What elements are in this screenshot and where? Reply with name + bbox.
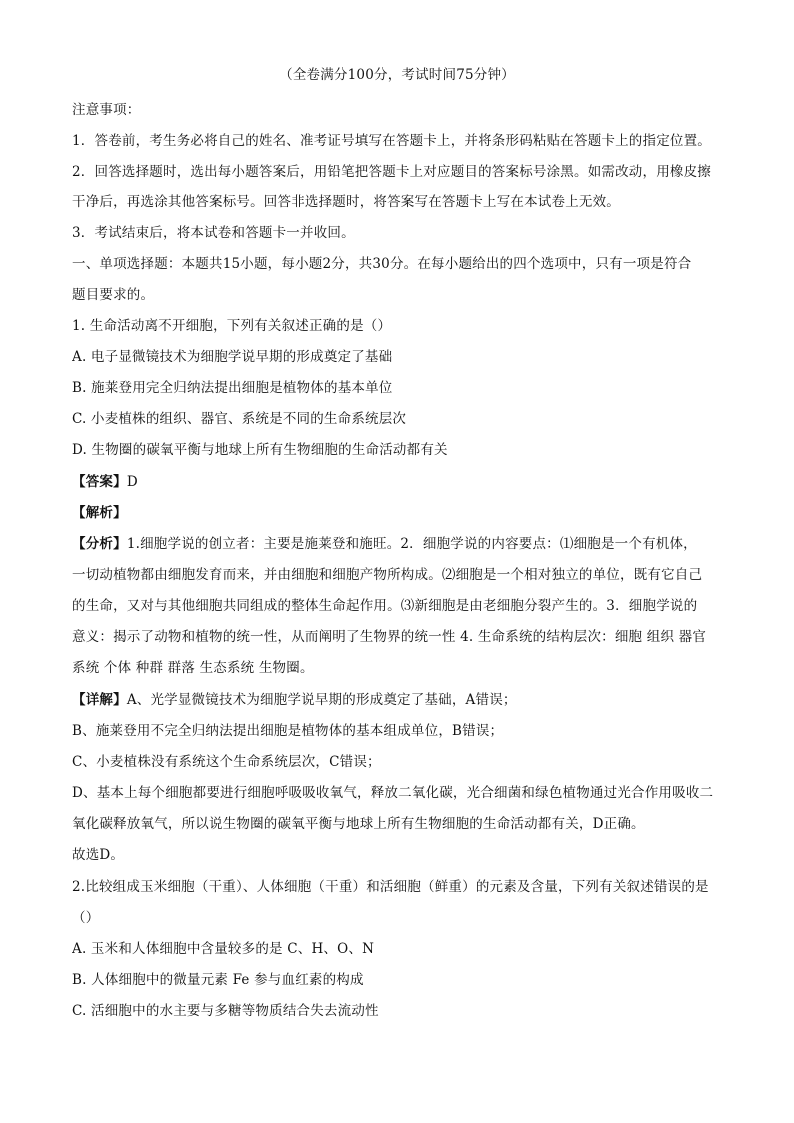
detail-text: 氧化碳释放氧气，所以说生物圈的碳氧平衡与地球上所有生物细胞的生命活动都有关，D正确。 <box>72 816 645 832</box>
jiexi-tag: 【解析】 <box>72 505 127 521</box>
question-option: D. 生物圈的碳氧平衡与地球上所有生物细胞的生命活动都有关 <box>72 442 448 458</box>
notes-item: 2．回答选择题时，选出每小题答案后，用铅笔把答题卡上对应题目的答案标号涂黑。如需改动，用橡皮擦 <box>72 164 711 180</box>
notes-title: 注意事项： <box>72 102 141 118</box>
question-stem-cont: （） <box>72 910 100 926</box>
detail-tag: 【详解】 <box>72 692 127 708</box>
detail-text: A、光学显微镜技术为细胞学说早期的形成奠定了基础，A错误； <box>126 692 517 708</box>
jiexi-line <box>72 503 732 523</box>
question-stem: 2.比较组成玉米细胞（干重）、人体细胞（干重）和活细胞（鲜重）的元素及含量，下列有关叙述错误的是 <box>72 879 709 895</box>
analysis-text: 一切动植物都由细胞发育而来，并由细胞和细胞产物所构成。⑵细胞是一个相对独立的单位，既有它自己 <box>72 567 703 583</box>
analysis-text: 1.细胞学说的创立者：主要是施莱登和施旺。2．细胞学说的内容要点：⑴细胞是一个有机体， <box>126 536 697 552</box>
detail-text: B、施莱登用不完全归纳法提出细胞是植物体的基本组成单位，B错误； <box>72 723 504 739</box>
notes-item: 干净后，再选涂其他答案标号。回答非选择题时，将答案写在答题卡上写在本试卷上无效。 <box>72 194 620 210</box>
question-option: C. 小麦植株的组织、器官、系统是不同的生命系统层次 <box>72 411 407 427</box>
question-option: C. 活细胞中的水主要与多糖等物质结合失去流动性 <box>72 1003 379 1019</box>
analysis-text: 的生命，又对与其他细胞共同组成的整体生命起作用。⑶新细胞是由老细胞分裂产生的。3．细胞学说的 <box>72 598 698 614</box>
section-heading: 一、单项选择题：本题共15小题，每小题2分，共30分。在每小题给出的四个选项中，只有一项是符合 <box>72 256 692 272</box>
detail-text: D、基本上每个细胞都要进行细胞呼吸吸收氧气，释放二氧化碳，光合细菌和绿色植物通过光合作用吸收二 <box>72 785 714 801</box>
analysis-text: 系统 个体 种群 群落 生态系统 生物圈。 <box>72 660 314 676</box>
question-stem: 1. 生命活动离不开细胞，下列有关叙述正确的是（） <box>72 318 392 334</box>
analysis-line <box>72 534 732 554</box>
answer-value: D <box>126 474 138 490</box>
exam-header: （全卷满分100分，考试时间75分钟） <box>279 67 515 83</box>
question-option: A. 玉米和人体细胞中含量较多的是 C、H、O、N <box>72 941 375 957</box>
section-heading-cont: 题目要求的。 <box>72 287 155 303</box>
detail-text: C、小麦植株没有系统这个生命系统层次，C错误； <box>72 754 381 770</box>
notes-item: 3．考试结束后，将本试卷和答题卡一并收回。 <box>72 225 355 241</box>
analysis-tag: 【分析】 <box>72 536 127 552</box>
notes-item: 1．答卷前，考生务必将自己的姓名、准考证号填写在答题卡上，并将条形码粘贴在答题卡上的指定位置。 <box>72 133 711 149</box>
answer-tag: 【答案】 <box>72 474 127 490</box>
answer-line <box>72 472 732 492</box>
detail-conclusion: 故选D。 <box>72 847 125 863</box>
question-option: B. 人体细胞中的微量元素 Fe 参与血红素的构成 <box>72 972 364 988</box>
detail-line <box>72 690 732 710</box>
question-option: A. 电子显微镜技术为细胞学说早期的形成奠定了基础 <box>72 349 393 365</box>
analysis-text: 意义：揭示了动物和植物的统一性，从而阐明了生物界的统一性 4. 生命系统的结构层次：细胞 组织 器官 <box>72 629 707 645</box>
question-option: B. 施莱登用完全归纳法提出细胞是植物体的基本单位 <box>72 380 393 396</box>
